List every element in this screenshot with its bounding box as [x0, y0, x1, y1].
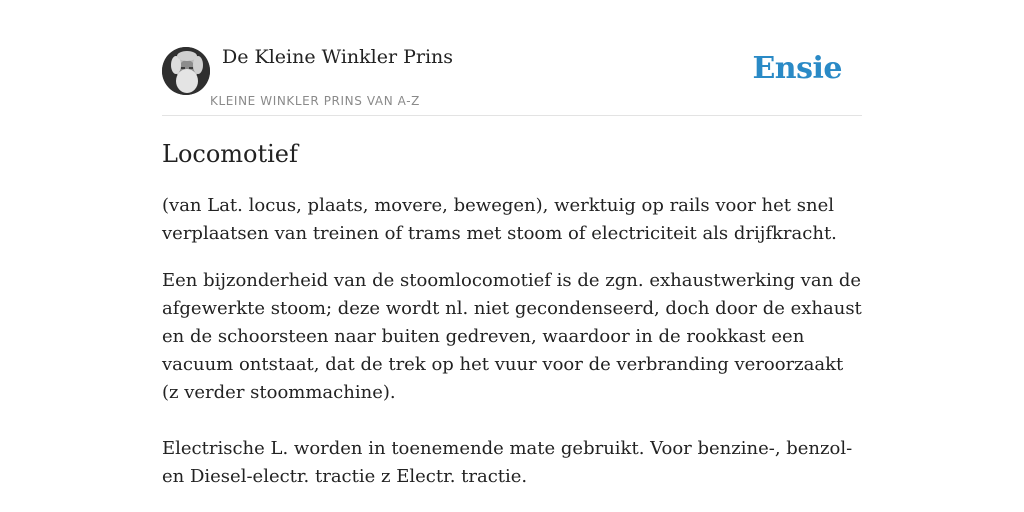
page: [162, 0, 862, 512]
article-body: [162, 192, 862, 510]
article-paragraph: (van Lat. locus, plaats, movere, bewegen), werktuig op rails voor het snel verplaatsen van treinen of trams met stoom of electriciteit als drijfkracht.: [162, 195, 837, 244]
source-title[interactable]: De Kleine Winkler Prins: [222, 46, 454, 68]
source-subtitle[interactable]: KLEINE WINKLER PRINS VAN A-Z: [210, 94, 420, 108]
article-paragraph: Electrische L. worden in toenemende mate gebruikt. Voor benzine-, benzol- en Diesel-electr. tractie z Electr. tractie.: [162, 438, 853, 487]
article-title: Locomotief: [162, 140, 298, 168]
source-header: [162, 0, 862, 116]
article-paragraph: Een bijzonderheid van de stoomlocomotief is de zgn. exhaustwerking van de afgewerkte stoom; deze wordt nl. niet gecondenseerd, doch door de exhaust en de schoorsteen naar buiten gedreven, waardoor in de rookkast een vacuum ontstaat, dat de trek op het vuur voor de verbranding veroorzaakt (z verder stoommachine).: [162, 270, 862, 403]
portrait-avatar-icon: [162, 47, 210, 95]
brand-logo[interactable]: Ensie: [752, 51, 842, 86]
avatar[interactable]: [162, 47, 210, 95]
